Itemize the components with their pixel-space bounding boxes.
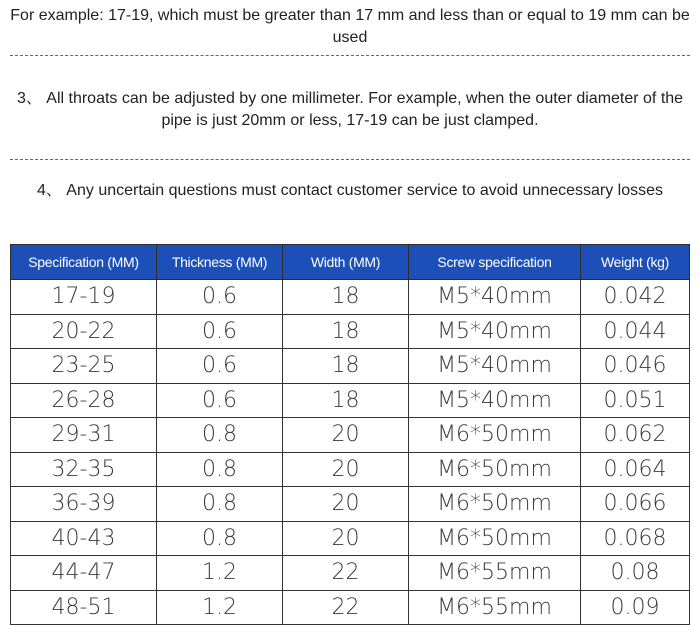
cell-thickness: 0.6 [157,280,283,315]
cell-thickness: 0.8 [157,418,283,453]
cell-thickness: 1.2 [157,590,283,625]
cell-thickness: 0.6 [157,349,283,384]
cell-weight: 0.08 [581,556,690,591]
cell-weight: 0.064 [581,452,690,487]
cell-width: 22 [283,556,409,591]
cell-specification: 36-39 [11,487,157,522]
note-3-text: 3、 All throats can be adjusted by one millimeter. For example, when the outer diameter of the pipe is just 20mm or less, 17-19 can be just clamped. [16,90,684,129]
cell-thickness: 1.2 [157,556,283,591]
header-specification: Specification (MM) [11,245,157,280]
specification-table [10,244,690,625]
example-text: For example: 17-19, which must be greater than 17 mm and less than or equal to 19 mm can be used [10,7,690,46]
cell-width: 22 [283,590,409,625]
cell-specification: 40-43 [11,521,157,556]
cell-specification: 48-51 [11,590,157,625]
cell-thickness: 0.8 [157,452,283,487]
cell-weight: 0.044 [581,314,690,349]
cell-specification: 44-47 [11,556,157,591]
table-row [11,452,690,487]
cell-weight: 0.09 [581,590,690,625]
cell-width: 18 [283,349,409,384]
table-body [11,280,690,625]
cell-specification: 17-19 [11,280,157,315]
cell-specification: 32-35 [11,452,157,487]
header-weight: Weight (kg) [581,245,690,280]
cell-weight: 0.062 [581,418,690,453]
cell-specification: 23-25 [11,349,157,384]
cell-thickness: 0.8 [157,521,283,556]
cell-weight: 0.066 [581,487,690,522]
table-row [11,521,690,556]
cell-screw: M5*40mm [409,280,581,315]
cell-weight: 0.068 [581,521,690,556]
header-screw: Screw specification [409,245,581,280]
divider [10,159,690,160]
cell-thickness: 0.6 [157,314,283,349]
cell-thickness: 0.8 [157,487,283,522]
cell-screw: M6*55mm [409,590,581,625]
cell-specification: 26-28 [11,383,157,418]
cell-screw: M6*50mm [409,521,581,556]
table-row [11,314,690,349]
table-row [11,590,690,625]
cell-screw: M6*50mm [409,452,581,487]
cell-screw: M5*40mm [409,314,581,349]
cell-screw: M6*50mm [409,418,581,453]
cell-width: 18 [283,383,409,418]
cell-weight: 0.046 [581,349,690,384]
table-row [11,383,690,418]
cell-weight: 0.042 [581,280,690,315]
cell-screw: M6*50mm [409,487,581,522]
cell-screw: M5*40mm [409,383,581,418]
header-thickness: Thickness (MM) [157,245,283,280]
cell-specification: 29-31 [11,418,157,453]
cell-width: 20 [283,521,409,556]
cell-specification: 20-22 [11,314,157,349]
cell-width: 18 [283,280,409,315]
cell-weight: 0.051 [581,383,690,418]
cell-width: 20 [283,418,409,453]
note-4-text: 4、 Any uncertain questions must contact customer service to avoid unnecessary losses [36,182,664,199]
table-header-row [11,245,690,280]
header-width: Width (MM) [283,245,409,280]
cell-width: 20 [283,452,409,487]
cell-width: 20 [283,487,409,522]
table-row [11,418,690,453]
table-row [11,349,690,384]
cell-width: 18 [283,314,409,349]
cell-screw: M6*55mm [409,556,581,591]
table-row [11,487,690,522]
table-row [11,556,690,591]
table-row [11,280,690,315]
cell-thickness: 0.6 [157,383,283,418]
cell-screw: M5*40mm [409,349,581,384]
divider [10,55,690,56]
